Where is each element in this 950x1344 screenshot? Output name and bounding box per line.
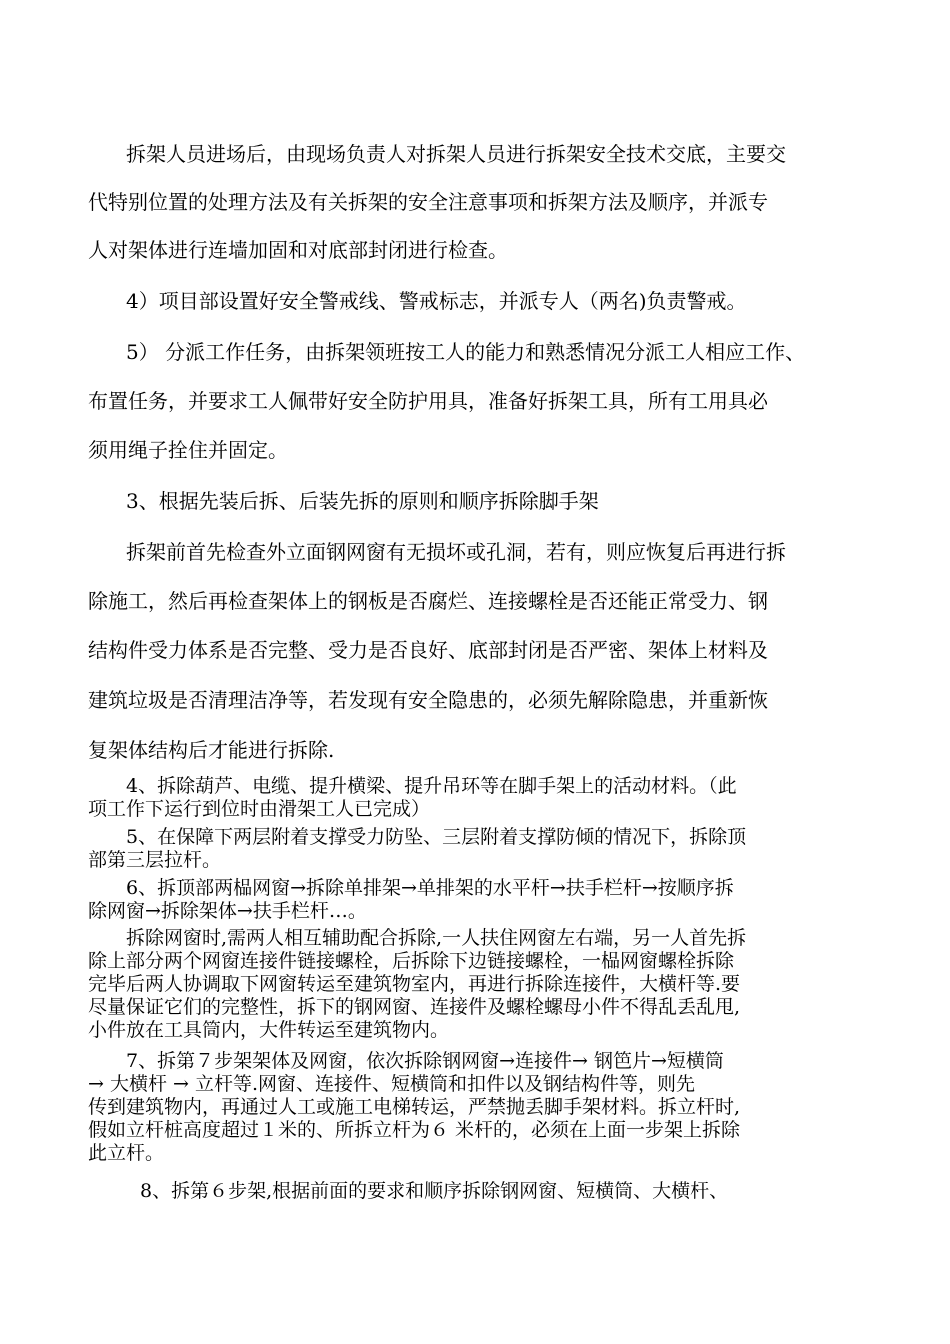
text-line: 须用绳子拴住并固定。: [88, 438, 288, 462]
text-line: 传到建筑物内，再通过人工或施工电梯转运，严禁抛丢脚手架材料。拆立杆时,: [88, 1096, 741, 1118]
text-line: 项工作下运行到位时由滑架工人已完成）: [88, 798, 431, 820]
text-line: 3、根据先装后拆、后装先拆的原则和顺序拆除脚手架: [126, 489, 599, 513]
text-line: 完毕后两人协调取下网窗转运至建筑物室内，再进行拆除连接件，大横杆等.要: [88, 973, 741, 995]
text-line: 尽量保证它们的完整性，拆下的钢网窗、连接件及螺栓螺母小件不得乱丢乱甩,: [88, 996, 741, 1018]
text-line: → 大横杆 → 立杆等.网窗、连接件、短横筒和扣件以及钢结构件等，则先: [88, 1073, 695, 1095]
text-line: 除施工，然后再检查架体上的钢板是否腐烂、连接螺栓是否还能正常受力、钢: [88, 589, 768, 613]
text-line: 7、拆第７步架架体及网窗，依次拆除钢网窗→连接件→ 钢笆片→短横筒: [126, 1050, 724, 1072]
text-line: 5） 分派工作任务，由拆架领班按工人的能力和熟悉情况分派工人相应工作、: [126, 340, 806, 364]
text-line: 人对架体进行连墙加固和对底部封闭进行检查。: [88, 238, 508, 262]
text-line: 拆除网窗时,需两人相互辅助配合拆除,一人扶住网窗左右端，另一人首先拆: [126, 927, 747, 949]
text-line: 小件放在工具筒内，大件转运至建筑物内。: [88, 1019, 450, 1041]
text-line: 结构件受力体系是否完整、受力是否良好、底部封闭是否严密、架体上材料及: [88, 638, 768, 662]
text-line: 拆架人员进场后，由现场负责人对拆架人员进行拆架安全技术交底，主要交: [126, 142, 786, 166]
text-line: 复架体结构后才能进行拆除.: [88, 738, 335, 762]
text-line: 部第三层拉杆。: [88, 849, 222, 871]
text-line: 拆架前首先检查外立面钢网窗有无损坏或孔洞，若有，则应恢复后再进行拆: [126, 540, 786, 564]
text-line: 假如立杆桩高度超过１米的、所拆立杆为６ 米杆的，必须在上面一步架上拆除: [88, 1119, 741, 1141]
text-line: 建筑垃圾是否清理洁净等，若发现有安全隐患的，必须先解除隐患，并重新恢: [88, 688, 768, 712]
text-line: 除网窗→拆除架体→扶手栏杆…。: [88, 900, 367, 922]
text-line: 布置任务，并要求工人佩带好安全防护用具，准备好拆架工具，所有工用具必: [88, 389, 768, 413]
text-line: 5、在保障下两层附着支撑受力防坠、三层附着支撑防倾的情况下，拆除顶: [126, 826, 747, 848]
text-line: 代特别位置的处理方法及有关拆架的安全注意事项和拆架方法及顺序，并派专: [88, 190, 768, 214]
text-line: 8、拆第６步架,根据前面的要求和顺序拆除钢网窗、短横筒、大横杆、: [140, 1180, 729, 1202]
text-line: 除上部分两个网窗连接件链接螺栓，后拆除下边链接螺栓，一榀网窗螺栓拆除: [88, 950, 735, 972]
text-line: 4）项目部设置好安全警戒线、警戒标志，并派专人（两名)负责警戒。: [126, 289, 747, 313]
text-line: 4、拆除葫芦、电缆、提升横梁、提升吊环等在脚手架上的活动材料。（此: [126, 775, 737, 797]
text-line: 6、拆顶部两榀网窗→拆除单排架→单排架的水平杆→扶手栏杆→按顺序拆: [126, 877, 734, 899]
text-line: 此立杆。: [88, 1142, 165, 1164]
